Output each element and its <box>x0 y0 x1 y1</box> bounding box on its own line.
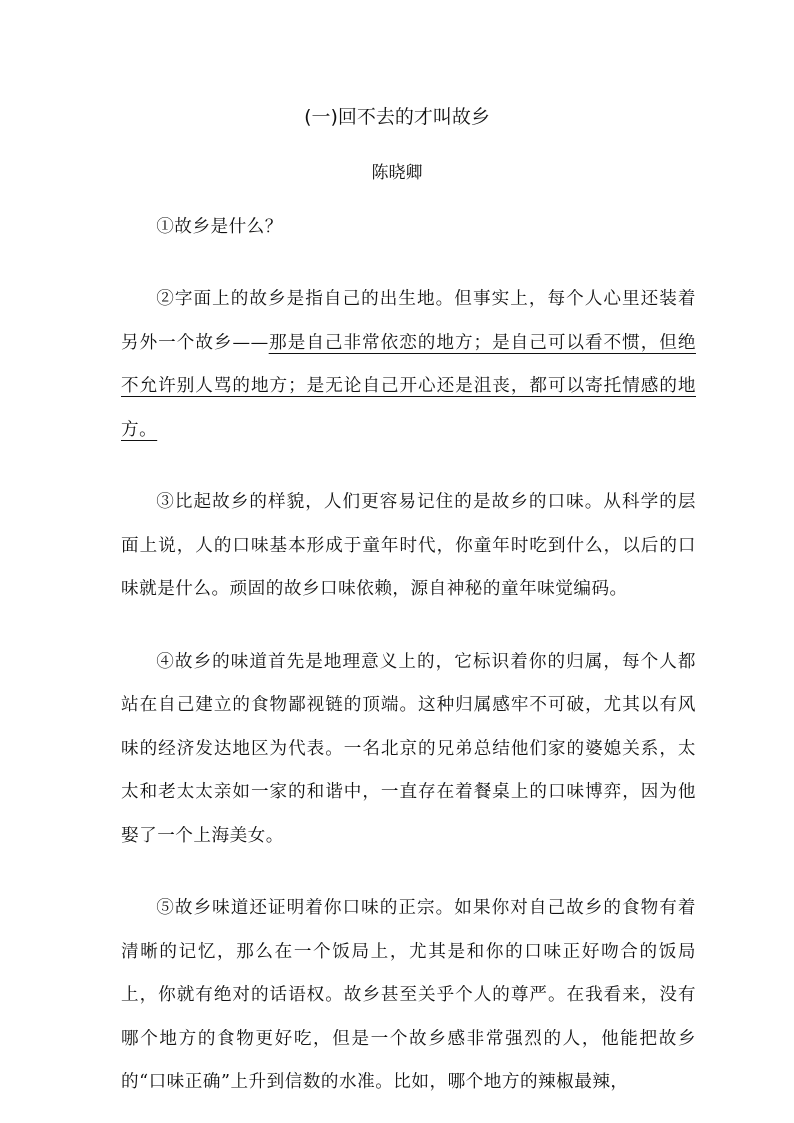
paragraph-4: ④故乡的味道首先是地理意义上的，它标识着你的归属，每个人都站在自己建立的食物鄙视链的顶端。这种归属感牢不可破，尤其以有风味的经济发达地区为代表。一名北京的兄弟总结他们家的婆媳关系，太太和老太太亲如一家的和谐中，一直存在着餐桌上的口味博弈，因为他娶了一个上海美女。 <box>121 651 696 846</box>
article-title: (一)回不去的才叫故乡 <box>304 106 490 128</box>
paragraph-2 <box>121 278 696 452</box>
paragraph-3: ③比起故乡的样貌，人们更容易记住的是故乡的口味。从科学的层面上说，人的口味基本形成于童年时代，你童年时吃到什么，以后的口味就是什么。顽固的故乡口味依赖，源自神秘的童年味觉编码。 <box>121 492 696 600</box>
article-author: 陈晓卿 <box>371 163 423 183</box>
paragraph-5: ⑤故乡味道还证明着你口味的正宗。如果你对自己故乡的食物有着清晰的记忆，那么在一个饭局上，尤其是和你的口味正好吻合的饭局上，你就有绝对的话语权。故乡甚至关乎个人的尊严。在我看来，没有哪个地方的食物更好吃，但是一个故乡感非常强烈的人，他能把故乡的“口味正确”上升到信数的水准。比如，哪个地方的辣椒最辣， <box>121 898 696 1093</box>
paragraph-1: ①故乡是什么？ <box>156 217 283 237</box>
paragraph-2-underlined: 那是自己非常依恋的地方；是自己可以看不惯，但绝不允许别人骂的地方；是无论自己开心还是沮丧，都可以寄托情感的地方。 <box>121 332 696 440</box>
paragraph-2-lead: ②字面上的故乡是指自己的出生地。但事实上，每个人心里还装着另外一个故乡—— <box>121 289 696 353</box>
article-body <box>121 206 696 1105</box>
